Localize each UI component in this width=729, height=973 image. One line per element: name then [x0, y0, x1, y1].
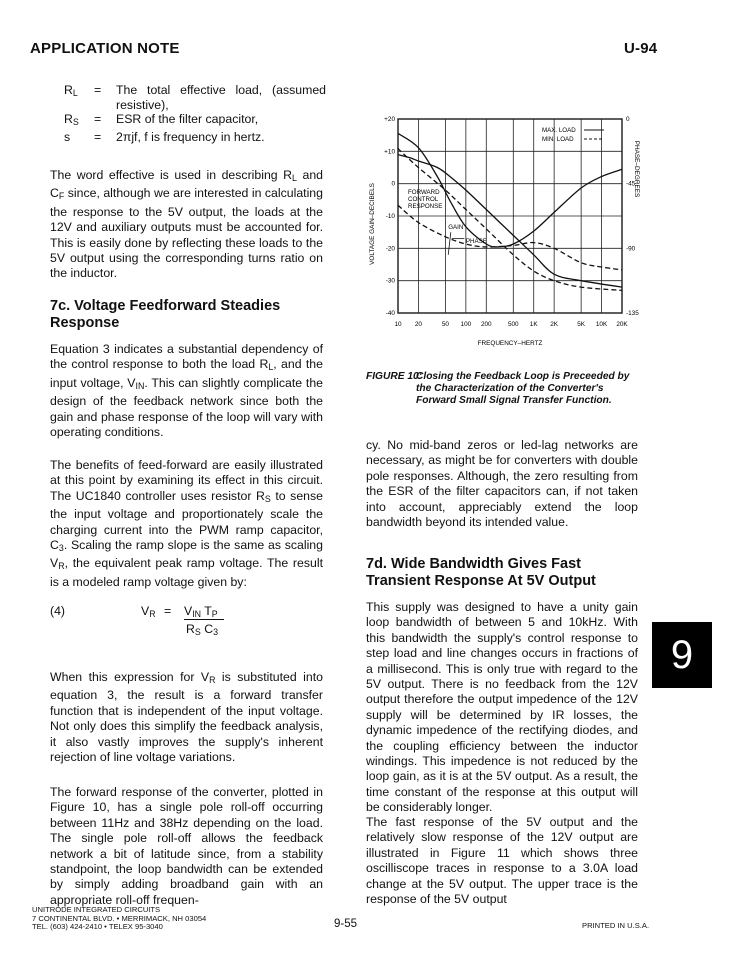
annotation-label: RESPONSE: [408, 203, 443, 211]
left-paragraph-1: The word effective is used in describing $R_L$ and $C_F$ since, although we are interested in calculating the response to the 5V output, the loads at the 12V and auxiliary outputs must be accounted for. This is easily done by reflecting these loads to the 5V output using the corresponding turns ratio on the inductor.: [50, 168, 323, 281]
def-eq: =: [94, 129, 102, 144]
series-phase-dashed-line: [398, 205, 622, 270]
footer-line-3: TEL. (603) 424-2410 • TELEX 95-3040: [32, 922, 163, 932]
x-tick-label: 5K: [577, 321, 586, 328]
annotation-label: FORWARD: [408, 189, 440, 197]
header-right: U-94: [624, 40, 658, 57]
annotation-label: CONTROL: [408, 196, 439, 204]
x-tick-label: 1K: [529, 321, 538, 328]
figure-10-chart: [360, 105, 642, 355]
footer-line-1: UNITRODE INTEGRATED CIRCUITS: [32, 905, 161, 914]
chart-grid: [398, 119, 622, 313]
footer-line-2: 7 CONTINENTAL BLVD. • MERRIMACK, NH 03054: [32, 913, 207, 923]
def-desc: The total effective load, (assumed resistive),: [116, 83, 326, 112]
legend-label: MAX. LOAD: [542, 127, 576, 134]
equation-number: (4): [50, 604, 66, 618]
annotation-gain-arrow: [448, 232, 451, 255]
figure-caption-label: FIGURE 10:: [366, 371, 423, 382]
section-heading-7d: 7d. Wide Bandwidth Gives Fast Transient Response At 5V Output: [366, 556, 596, 589]
left-paragraph-3: The benefits of feed-forward are easily illustrated at this point by examining its effect in this circuit. The UC1840 controller uses resistor $R_S$ to sense the input voltage and proportionately scale the charging current into the PWM ramp capacitor, $C_3$. Scaling the ramp slope is the same as scaling $V_R$, the equivalent peak ramp voltage. The result is a modeled ramp voltage given by:: [50, 458, 323, 589]
left-paragraph-5: The forward response of the converter, plotted in Figure 10, has a single pole roll-off occurring between 11Hz and 38Hz depending on the load. The single pole roll-off allows the feedback network a bit of latitude since, from a stability standpoint, the loop bandwidth can be extended by simply adding broadband gain with an appropriate roll-off frequen-: [50, 785, 323, 907]
y2-axis-label: PHASE–DEGREES: [633, 140, 640, 198]
def-symbol-sub: S: [72, 117, 79, 127]
def-symbol: R: [64, 83, 73, 97]
def-symbol: R: [64, 112, 73, 126]
left-paragraph-4: When this expression for $V_R$ is substituted into equation 3, the result is a forward transfer function that is independent of the input voltage. Not only does this simplify the feedback analysis, it also vastly improves the supply's inherent rejection of line voltage variations.: [50, 670, 323, 765]
y-tick-label: -10: [385, 213, 395, 220]
x-tick-label: 20K: [616, 321, 628, 328]
y2-tick-label: 0: [626, 116, 630, 123]
def-eq: =: [94, 83, 102, 97]
x-tick-label: 200: [480, 321, 492, 328]
right-paragraph-1: cy. No mid-band zeros or led-lag networks are necessary, as might be for converters with double pole responses. Although, the zero resulting from the ESR of the filter capacitors can, if not taken into account, appreciably extend the loop bandwidth beyond its intended value.: [366, 438, 638, 530]
y2-tick-label: -90: [626, 245, 636, 253]
y-axis-label: VOLTAGE GAIN–DECIBELS: [369, 183, 376, 265]
right-paragraph-3: The fast response of the 5V output and the relatively slow response of the 12V output are illustrated in Figure 11 which shows three oscilliscope traces in response to a 3.0A load change at the 5V output. The upper trace is the response of the 5V output: [366, 815, 638, 907]
page-number: 9-55: [334, 918, 358, 930]
annotation-gain: GAIN: [448, 223, 464, 231]
definition-row: [64, 130, 326, 148]
equation-eq: =: [164, 604, 172, 618]
x-axis-label: FREQUENCY–HERTZ: [477, 340, 543, 347]
annotation-phase: PHASE: [465, 238, 487, 246]
y-tick-label: -30: [385, 277, 395, 285]
y2-tick-label: -45: [626, 180, 636, 188]
series-gain-solid-line: [398, 155, 622, 288]
x-tick-label: 2K: [550, 321, 559, 328]
right-paragraph-2: This supply was designed to have a unity gain loop bandwidth of between 5 and 10kHz. With this bandwidth the supply's control response to step load and line changes occurs in fractions of a millisecond. This is only true with regard to the 5V output. There is no feedback from the 12V output therefore the output impedence of the 12V supply will be determined by IR losses, the dynamic impedence of the rectifying diodes, and the coupling efficiency between the inductor windings. This impedence is not reduced by the loop gain, as it is at the 5V output. As a result, the time constant of the response at this output will be considerably longer.: [366, 600, 638, 815]
x-tick-label: 100: [460, 321, 472, 328]
section-heading-7c: 7c. Voltage Feedforward Steadies Response: [50, 298, 281, 331]
x-tick-label: 10K: [595, 321, 608, 328]
series-gain-dashed-line: [398, 148, 622, 290]
x-tick-label: 500: [507, 321, 519, 328]
legend-label: MIN. LOAD: [542, 136, 574, 143]
definitions-table: [64, 83, 326, 147]
x-tick-label: 50: [441, 321, 449, 328]
printed-in: PRINTED IN U.S.A.: [582, 921, 650, 930]
def-symbol-sub: L: [72, 88, 78, 98]
y2-tick-label: -135: [626, 310, 639, 317]
y-tick-label: 0: [391, 180, 395, 188]
y-tick-label: -20: [385, 245, 395, 253]
chart-marks: [398, 130, 622, 290]
definition-row: [64, 112, 326, 130]
definition-row: [64, 83, 326, 112]
equation-denominator: $R_S$ $C_3$: [186, 622, 219, 637]
figure-caption-text: Closing the Feedback Loop is Preceeded by the Characterization of the Converter's Forward Small Signal Transfer Function.: [416, 371, 630, 406]
section-tab: 9: [652, 622, 712, 688]
x-tick-label: 10: [394, 321, 402, 328]
y-tick-label: -40: [385, 310, 395, 317]
y-tick-label: +20: [384, 116, 395, 123]
def-eq: =: [94, 112, 102, 126]
equation-lhs: $V_R$: [141, 604, 156, 619]
x-tick-label: 20: [414, 321, 422, 328]
footer-address: [32, 906, 206, 932]
def-desc: 2πjf, f is frequency in hertz.: [116, 129, 265, 144]
left-paragraph-2: Equation 3 indicates a substantial dependency of the control response to both the load $R_L$, and the input voltage, $V_{IN}$. This can slightly complicate the design of the feedback network since both the gain and phase response of the loop will vary with operating conditions.: [50, 342, 323, 440]
y-tick-label: +10: [384, 148, 395, 156]
def-symbol: s: [64, 129, 71, 144]
def-desc: ESR of the filter capacitor,: [116, 112, 259, 126]
equation-numerator: $V_{IN}$ $T_P$: [184, 604, 224, 620]
header-left: APPLICATION NOTE: [30, 40, 180, 57]
